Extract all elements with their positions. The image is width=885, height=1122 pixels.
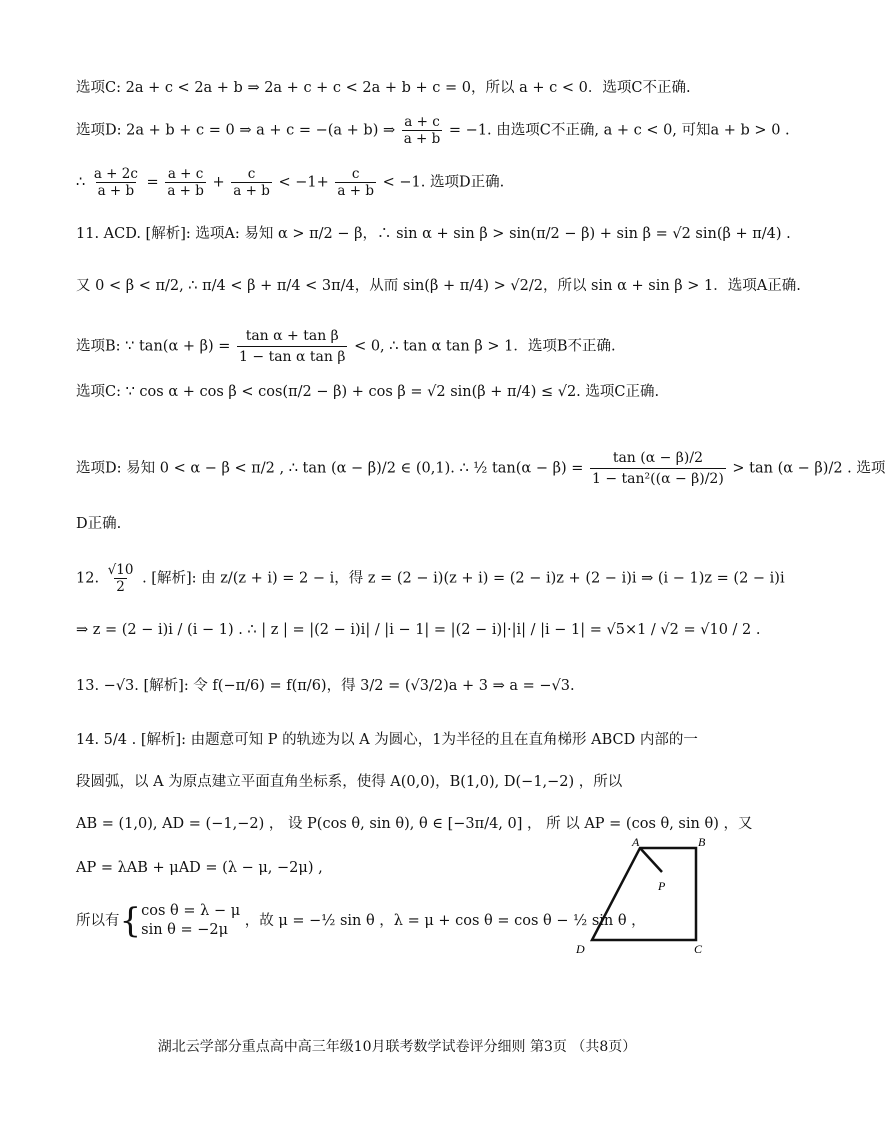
line-option-d-derivation: 选项D: 2a + b + c = 0 ⇒ a + c = −(a + b) ⇒ $\frac{a + c}{a + b}$ = −1. 由选项C不正确, a + c < 0, 可知a + b > 0 . <box>76 114 790 147</box>
line-q11-option-a-conclusion: 又 0 < β < π/2, ∴ π/4 < β + π/4 < 3π/4，从而 sin(β + π/4) > √2/2，所以 sin α + sin β > 1．选项A正确. <box>76 278 801 294</box>
trapezoid-figure <box>570 834 720 958</box>
line-q11-option-d-end: D正确. <box>76 516 122 532</box>
fraction: $\frac{c}{a + b}$ <box>337 166 374 199</box>
line-q13: 13. −√3. [解析]: 令 f(−π/6) = f(π/6)，得 3/2 = (√3/2)a + 3 ⇒ a = −√3. <box>76 678 575 694</box>
label-c: C <box>694 942 703 956</box>
line-q14-coords: 段圆弧，以 A 为原点建立平面直角坐标系，使得 A(0,0)，B(1,0), D(−1,−2) ，所以 <box>76 774 623 790</box>
trapezoid-abcd <box>592 848 696 940</box>
fraction: $\frac{√10}{2}$ <box>107 562 134 595</box>
line-q14-system: 所以有{ cos θ = λ − μ sin θ = −2μ ，故 μ = −½ sin θ ，λ = μ + cos θ = cos θ − ½ sin θ ， <box>76 901 646 941</box>
line-q12: 12. $\frac{√10}{2}$ . [解析]: 由 z/(z + i) = 2 − i，得 z = (2 − i)(z + i) = (2 − i)z + (2 − i)i ⇒ (i − 1)z = (2 − i)i <box>76 562 785 595</box>
line-q14-intro: 14. 5/4 . [解析]: 由题意可知 P 的轨迹为以 A 为圆心，1为半径的且在直角梯形 ABCD 内部的一 <box>76 732 698 748</box>
fraction: $\frac{\text{tan α + tan β}}{\text{1 − tan α tan β}}$ <box>239 328 346 365</box>
segment-ap <box>640 848 662 872</box>
label-d: D <box>576 942 585 956</box>
label-b: B <box>698 835 706 849</box>
label-p: P <box>658 879 666 893</box>
line-q11-option-d: 选项D: 易知 0 < α − β < π/2 , ∴ tan (α − β)/2 ∈ (0,1). ∴ ½ tan(α − β) = $\frac{\tan (\alpha - \beta)/2}{\text{1 − tan²((α − β)/2)}}$ > tan (α − β)/2 . 选项 <box>76 450 885 487</box>
fraction: $\frac{a + c}{a + b}$ <box>403 114 441 147</box>
line-q11-option-b: 选项B: ∵ tan(α + β) = $\frac{\text{tan α + tan β}}{\text{1 − tan α tan β}}$ < 0, ∴ tan α tan β > 1．选项B不正确. <box>76 328 616 365</box>
line-option-c-inequality: 选项C: 2a + c < 2a + b ⇒ 2a + c + c < 2a + b + c = 0，所以 a + c < 0．选项C不正确. <box>76 80 691 96</box>
equation-system: cos θ = λ − μ sin θ = −2μ <box>141 903 241 938</box>
line-q12-result: ⇒ z = (2 − i)i / (i − 1) . ∴ | z | = |(2 − i)i| / |i − 1| = |(2 − i)|·|i| / |i − 1| = √5×1 / √2 = √10 / 2 . <box>76 622 761 638</box>
line-q14-ap: AP = λAB + μAD = (λ − μ, −2μ) , <box>76 860 323 876</box>
fraction: $\frac{a + c}{a + b}$ <box>167 166 204 199</box>
fraction: $\frac{a + 2c}{a + b}$ <box>93 166 138 199</box>
page-footer: 湖北云学部分重点高中高三年级10月联考数学试卷评分细则 第3页 （共8页） <box>157 1039 637 1055</box>
brace: { <box>119 901 142 941</box>
line-q11-option-a: 11. ACD. [解析]: 选项A: 易知 α > π/2 − β，∴ sin α + sin β > sin(π/2 − β) + sin β = √2 sin(β + π/4) . <box>76 226 791 242</box>
label-a: A <box>632 835 640 849</box>
line-q14-vectors: AB = (1,0), AD = (−1,−2) ， 设 P(cos θ, sin θ), θ ∈ [−3π/4, 0] ， 所 以 AP = (cos θ, sin θ) ，又 <box>76 816 753 832</box>
fraction: $\frac{\tan (\alpha - \beta)/2}{\text{1 − tan²((α − β)/2)}}$ <box>592 450 724 487</box>
line-option-d-conclusion: ∴ $\frac{a + 2c}{a + b}$ = $\frac{a + c}{a + b}$ + $\frac{c}{a + b}$ < −1+ $\frac{c}{a + b}$ < −1. 选项D正确. <box>76 166 505 199</box>
fraction: $\frac{c}{a + b}$ <box>233 166 270 199</box>
line-q11-option-c: 选项C: ∵ cos α + cos β < cos(π/2 − β) + cos β = √2 sin(β + π/4) ≤ √2. 选项C正确. <box>76 384 660 400</box>
